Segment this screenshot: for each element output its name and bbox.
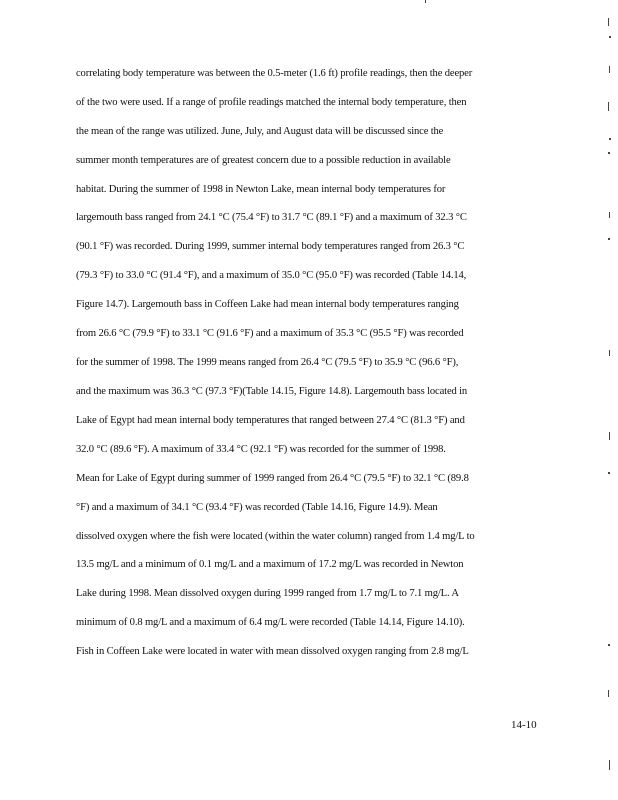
page-number: 14-10 <box>511 719 537 731</box>
body-line-6: largemouth bass ranged from 24.1 °C (75.4 °F) to 31.7 °C (89.1 °F) and a maximum of 32.3 °C <box>76 212 467 223</box>
scan-artifact <box>608 690 609 697</box>
scan-artifact <box>608 102 609 111</box>
scan-artifact <box>609 350 610 356</box>
body-line-21: Fish in Coffeen Lake were located in water with mean dissolved oxygen ranging from 2.8 mg/L <box>76 646 469 657</box>
scan-artifact <box>608 152 610 154</box>
body-line-11: for the summer of 1998. The 1999 means ranged from 26.4 °C (79.5 °F) to 35.9 °C (96.6 °F), <box>76 357 459 368</box>
scan-artifact <box>608 238 610 240</box>
body-line-4: summer month temperatures are of greatest concern due to a possible reduction in available <box>76 155 451 166</box>
body-line-3: the mean of the range was utilized. June, July, and August data will be discussed since the <box>76 126 444 137</box>
scan-artifact <box>609 36 611 38</box>
scan-artifact <box>608 644 610 646</box>
scan-artifact <box>608 472 610 474</box>
scan-artifact <box>609 66 610 73</box>
body-line-12: and the maximum was 36.3 °C (97.3 °F)(Table 14.15, Figure 14.8). Largemouth bass located in <box>76 386 468 397</box>
body-line-1: correlating body temperature was between the 0.5-meter (1.6 ft) profile readings, then the deeper <box>76 68 473 79</box>
body-line-14: 32.0 °C (89.6 °F). A maximum of 33.4 °C (92.1 °F) was recorded for the summer of 1998. <box>76 444 446 455</box>
body-line-9: Figure 14.7). Largemouth bass in Coffeen Lake had mean internal body temperatures ranging <box>76 299 459 310</box>
scan-artifact <box>425 0 426 3</box>
body-line-7: (90.1 °F) was recorded. During 1999, summer internal body temperatures ranged from 26.3 °C <box>76 241 465 252</box>
body-line-13: Lake of Egypt had mean internal body temperatures that ranged between 27.4 °C (81.3 °F) and <box>76 415 465 426</box>
body-line-19: Lake during 1998. Mean dissolved oxygen during 1999 ranged from 1.7 mg/L to 7.1 mg/L. A <box>76 588 459 599</box>
scan-artifact <box>609 760 610 770</box>
body-line-18: 13.5 mg/L and a minimum of 0.1 mg/L and a maximum of 17.2 mg/L was recorded in Newton <box>76 559 464 570</box>
scan-artifact <box>608 18 609 26</box>
scan-artifact <box>609 138 611 140</box>
body-line-8: (79.3 °F) to 33.0 °C (91.4 °F), and a maximum of 35.0 °C (95.0 °F) was recorded (Table 14.14, <box>76 270 467 281</box>
body-line-2: of the two were used. If a range of profile readings matched the internal body temperature, then <box>76 97 467 108</box>
scan-artifact <box>609 212 610 218</box>
body-line-10: from 26.6 °C (79.9 °F) to 33.1 °C (91.6 °F) and a maximum of 35.3 °C (95.5 °F) was recorded <box>76 328 464 339</box>
body-line-17: dissolved oxygen where the fish were located (within the water column) ranged from 1.4 mg/L to <box>76 531 475 542</box>
body-line-20: minimum of 0.8 mg/L and a maximum of 6.4 mg/L were recorded (Table 14.14, Figure 14.10). <box>76 617 465 628</box>
scan-artifact <box>609 432 610 440</box>
body-line-16: °F) and a maximum of 34.1 °C (93.4 °F) was recorded (Table 14.16, Figure 14.9). Mean <box>76 502 438 513</box>
body-line-5: habitat. During the summer of 1998 in Newton Lake, mean internal body temperatures for <box>76 184 446 195</box>
body-line-15: Mean for Lake of Egypt during summer of 1999 ranged from 26.4 °C (79.5 °F) to 32.1 °C (89.8 <box>76 473 469 484</box>
